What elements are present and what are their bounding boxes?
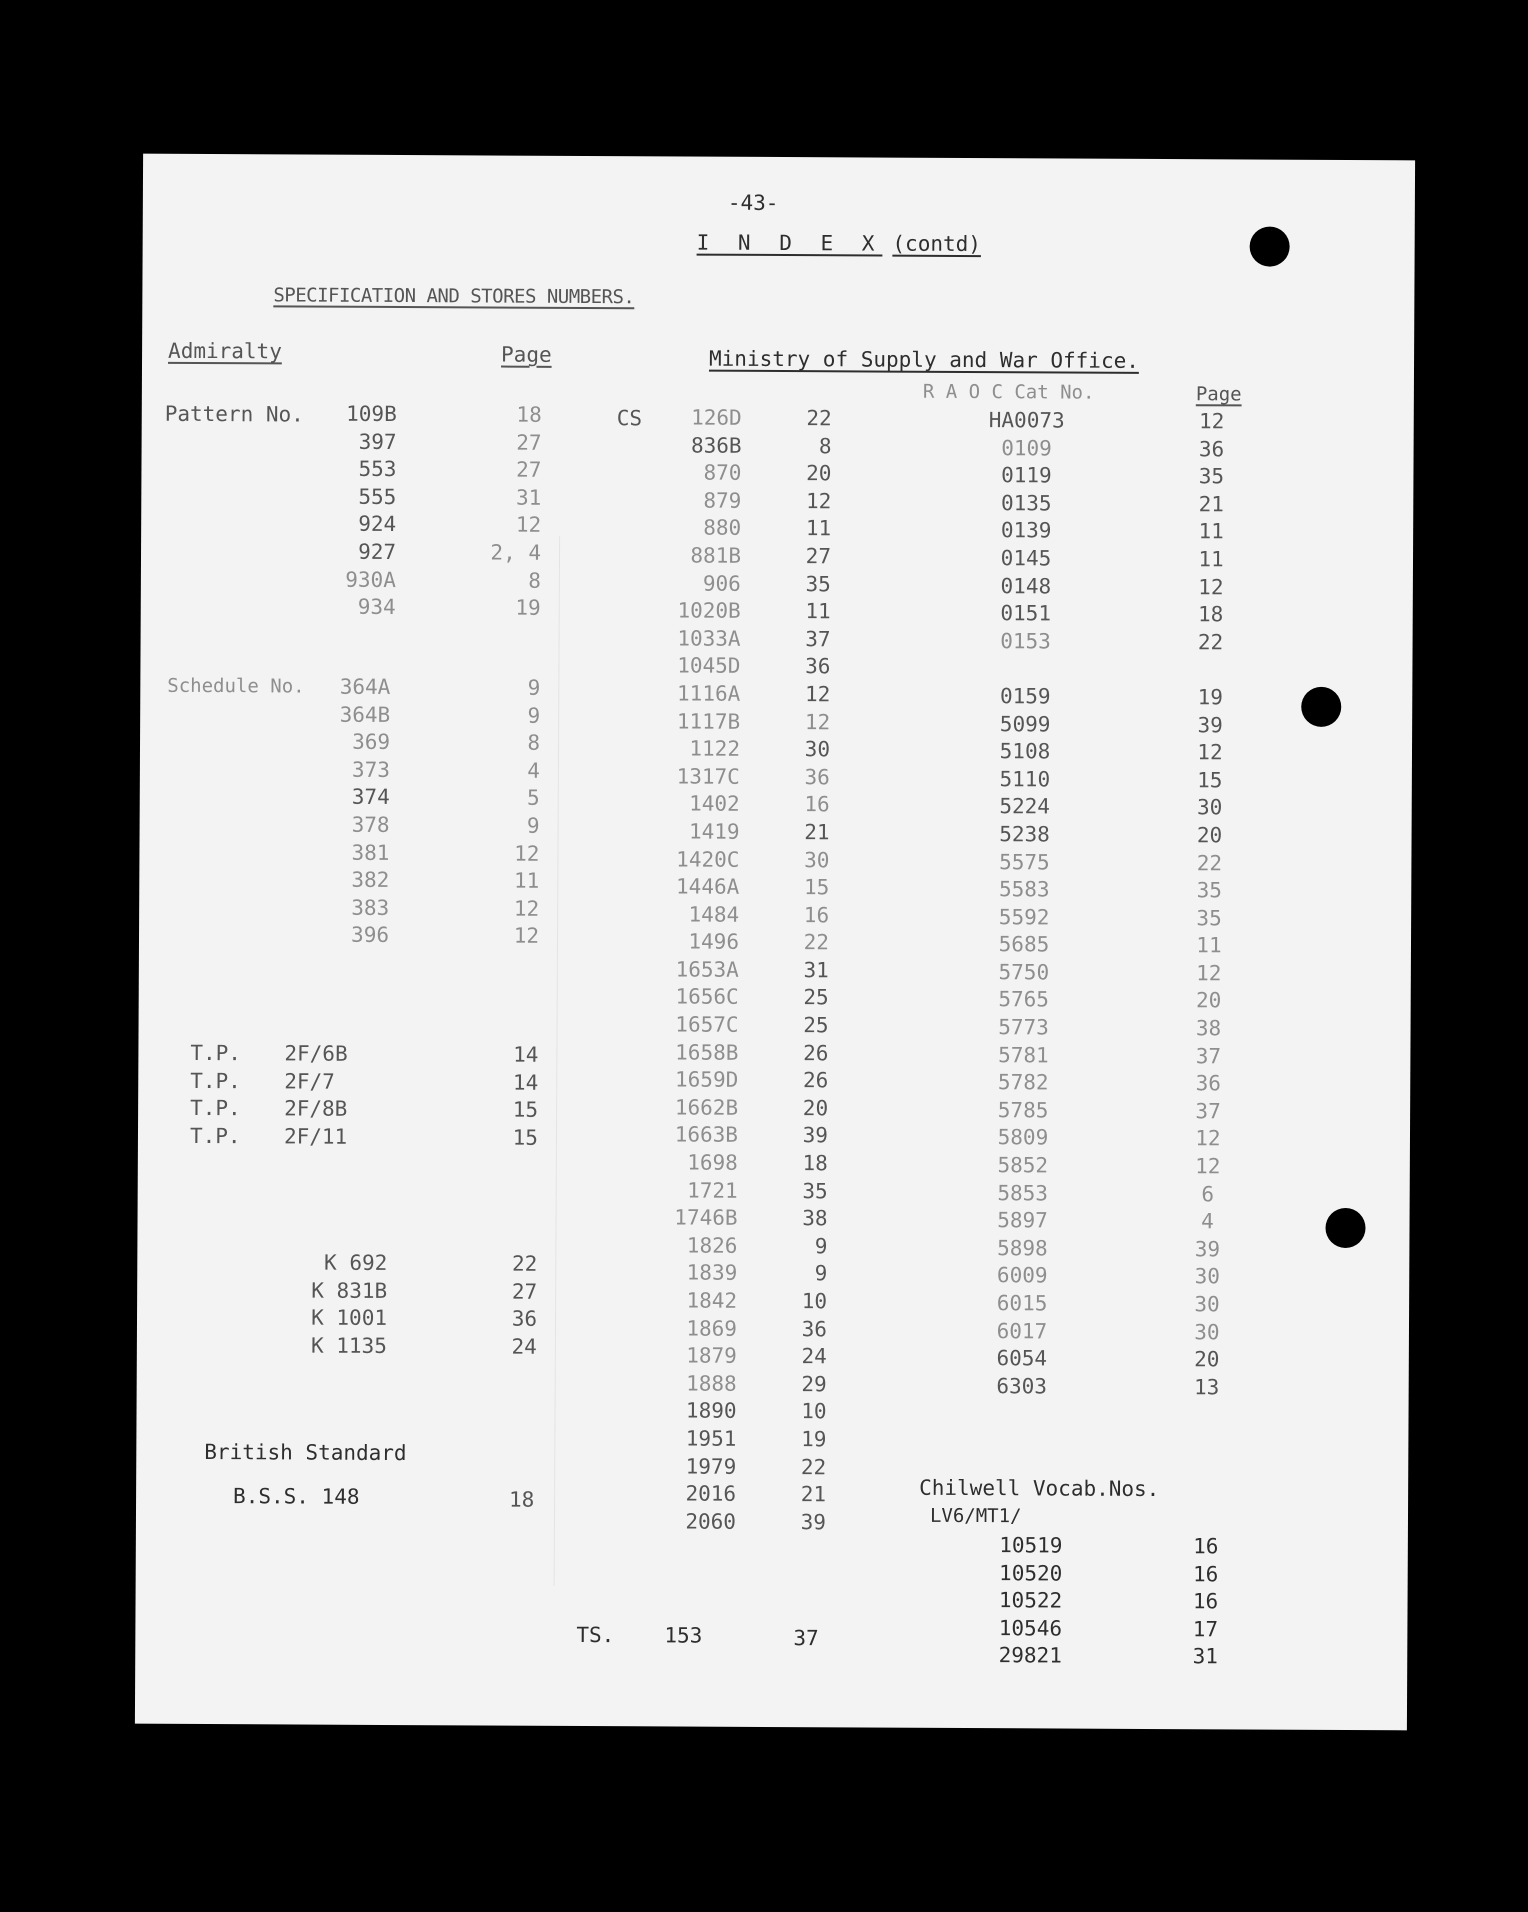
cs-number: 1419 <box>688 819 740 844</box>
k-page: 24 <box>511 1334 537 1359</box>
punch-hole-middle <box>1301 687 1341 727</box>
tp-prefix: T.P. <box>190 1096 241 1121</box>
tp-number: 2F/7 <box>284 1069 335 1094</box>
cs-number: 1842 <box>686 1288 738 1313</box>
pattern-pages <box>461 401 542 622</box>
schedule-page: 12 <box>514 841 540 866</box>
chilwell-number: 10522 <box>998 1588 1063 1613</box>
cs-number: 126D <box>691 405 742 430</box>
tp-page: 15 <box>512 1097 539 1122</box>
raoc-number: 5782 <box>997 1070 1049 1095</box>
cs-number: 906 <box>702 571 741 596</box>
tp-page: 14 <box>512 1070 539 1095</box>
raoc-number: 6054 <box>996 1346 1048 1371</box>
page-number: -43- <box>727 190 779 216</box>
cs-page: 11 <box>805 599 831 624</box>
cs-number: 1033A <box>677 626 741 651</box>
pattern-number: 930A <box>345 567 396 592</box>
k-page: 22 <box>511 1251 538 1276</box>
raoc-number: HA0073 <box>988 408 1065 433</box>
cs-number: 1721 <box>687 1178 738 1203</box>
raoc-page: 20 <box>1196 823 1223 848</box>
schedule-page: 9 <box>527 703 541 728</box>
cs-number: 1698 <box>687 1150 738 1175</box>
pattern-number: 397 <box>358 429 397 454</box>
schedule-number: 374 <box>351 785 390 810</box>
cs-page: 35 <box>802 1178 828 1203</box>
raoc-page: 19 <box>1197 685 1223 710</box>
cs-number: 1659D <box>674 1067 739 1093</box>
schedule-number: 383 <box>351 895 390 920</box>
section-heading: SPECIFICATION AND STORES NUMBERS. <box>273 284 635 309</box>
tp-prefix: T.P. <box>189 1123 241 1148</box>
tp-page: 15 <box>512 1125 539 1150</box>
raoc-number: 5852 <box>997 1153 1049 1178</box>
cs-number: 1890 <box>685 1398 737 1424</box>
raoc-page <box>1180 656 1240 684</box>
cs-page: 10 <box>801 1399 827 1424</box>
raoc-page: 13 <box>1193 1374 1220 1400</box>
pattern-page: 27 <box>516 430 542 455</box>
cs-page: 31 <box>803 958 829 983</box>
raoc-page: 12 <box>1198 574 1224 599</box>
admiralty-heading: Admiralty <box>168 338 282 364</box>
raoc-page: 20 <box>1194 1347 1220 1372</box>
raoc-page: 12 <box>1199 409 1225 434</box>
pattern-numbers <box>291 400 397 621</box>
cs-page: 9 <box>814 1234 828 1259</box>
tp-pages <box>458 1041 539 1152</box>
cs-page: 16 <box>804 792 830 817</box>
raoc-number: 5108 <box>999 739 1051 764</box>
ts-page: 37 <box>793 1626 819 1651</box>
raoc-page: 35 <box>1198 464 1225 489</box>
cs-number: 1826 <box>686 1233 738 1258</box>
cs-page: 18 <box>802 1151 828 1176</box>
raoc-number: 5809 <box>997 1125 1049 1150</box>
chilwell-page: 16 <box>1193 1534 1219 1559</box>
raoc-page: 22 <box>1197 629 1224 655</box>
raoc-number <box>970 655 1080 683</box>
cs-number: 1951 <box>685 1426 737 1451</box>
schedule-number: 373 <box>351 757 390 782</box>
raoc-number: 5765 <box>998 987 1050 1012</box>
cs-number: 1446A <box>676 874 740 899</box>
schedule-page: 9 <box>526 813 540 838</box>
pattern-page: 31 <box>515 485 542 510</box>
cs-page: 30 <box>804 737 831 762</box>
cs-number: 881B <box>690 543 742 568</box>
cs-number: 1116A <box>677 681 741 706</box>
cs-number: 1317C <box>676 764 740 789</box>
index-title-text: I N D E X <box>696 230 883 256</box>
schedule-page: 4 <box>527 758 540 783</box>
chilwell-page: 16 <box>1192 1589 1219 1614</box>
chilwell-heading: Chilwell Vocab.Nos. <box>919 1475 1160 1502</box>
raoc-page: 37 <box>1195 1043 1222 1068</box>
document-page <box>135 154 1415 1731</box>
cs-page: 29 <box>801 1371 827 1397</box>
cs-page: 20 <box>802 1095 829 1121</box>
chilwell-pages <box>1175 1533 1236 1671</box>
cs-number: 1839 <box>686 1260 738 1286</box>
cs-page: 9 <box>814 1261 828 1286</box>
tp-prefix: T.P. <box>190 1040 242 1066</box>
raoc-page: 30 <box>1194 1292 1220 1317</box>
cs-number: 880 <box>703 515 742 541</box>
cs-number: 870 <box>703 460 742 486</box>
raoc-number: 5110 <box>999 766 1051 792</box>
cs-page: 12 <box>805 488 832 514</box>
raoc-page: 12 <box>1197 740 1223 765</box>
cs-page: 24 <box>801 1344 827 1369</box>
raoc-number: 0119 <box>1001 463 1052 488</box>
index-title <box>697 231 981 256</box>
k-number: K 1135 <box>310 1333 387 1358</box>
raoc-page: 36 <box>1195 1071 1221 1096</box>
raoc-number: 6303 <box>996 1373 1048 1399</box>
cs-number: 1653A <box>675 957 739 982</box>
raoc-heading: R A O C Cat No. <box>922 380 1095 404</box>
chilwell-number: 10520 <box>999 1560 1063 1586</box>
cs-number: 1662B <box>674 1095 739 1120</box>
schedule-page: 5 <box>527 786 540 811</box>
cs-page: 21 <box>800 1482 827 1507</box>
raoc-page: 39 <box>1194 1237 1221 1262</box>
k-number: K 1001 <box>311 1305 388 1331</box>
cs-page: 8 <box>818 433 832 458</box>
cs-page: 21 <box>804 820 830 845</box>
schedule-label: Schedule No. <box>167 674 305 698</box>
schedule-number: 364B <box>339 702 391 727</box>
cs-number: 1663B <box>674 1122 739 1148</box>
raoc-page-heading: Page <box>1195 383 1242 406</box>
raoc-number: 5750 <box>998 960 1050 985</box>
cs-page: 26 <box>802 1068 829 1093</box>
cs-page: 10 <box>801 1289 828 1314</box>
raoc-number: 0145 <box>1000 546 1052 571</box>
punch-hole-top <box>1250 226 1290 266</box>
raoc-number: 0148 <box>1000 573 1052 599</box>
raoc-page: 12 <box>1195 1154 1221 1179</box>
cs-page: 22 <box>803 930 830 955</box>
raoc-number: 5099 <box>999 711 1051 736</box>
cs-page: 12 <box>804 709 831 734</box>
raoc-number: 5853 <box>997 1180 1049 1206</box>
column-divider <box>554 536 560 1586</box>
cs-page: 37 <box>805 626 831 652</box>
punch-hole-bottom <box>1325 1208 1365 1248</box>
schedule-page: 12 <box>513 896 540 921</box>
raoc-page: 11 <box>1196 933 1222 958</box>
schedule-number: 364A <box>339 674 391 699</box>
chilwell-number: 10519 <box>999 1533 1063 1558</box>
cs-pages <box>776 405 832 1537</box>
cs-number: 1979 <box>685 1454 737 1479</box>
ts-label: TS. <box>576 1622 615 1648</box>
schedule-page: 12 <box>513 923 540 949</box>
cs-number: 1869 <box>686 1316 738 1341</box>
cs-page: 12 <box>804 682 831 707</box>
cs-number: 1020B <box>677 598 741 623</box>
cs-page: 25 <box>803 985 829 1010</box>
cs-number: 1746B <box>674 1205 738 1231</box>
raoc-number: 5898 <box>997 1235 1048 1261</box>
k-numbers <box>282 1249 388 1360</box>
cs-page: 11 <box>805 516 832 541</box>
k-number: K 692 <box>324 1250 388 1275</box>
raoc-number: 0153 <box>1000 628 1051 654</box>
raoc-numbers <box>967 407 1082 1401</box>
cs-number: 1045D <box>677 653 741 679</box>
raoc-page: 35 <box>1196 878 1222 903</box>
cs-numbers <box>636 404 742 1536</box>
raoc-page: 11 <box>1198 519 1224 544</box>
pattern-page: 19 <box>515 595 541 620</box>
pattern-page: 18 <box>516 402 542 427</box>
schedule-number: 381 <box>351 840 390 865</box>
raoc-page: 18 <box>1198 602 1224 627</box>
k-number: K 831B <box>311 1278 388 1303</box>
raoc-number: 5773 <box>998 1015 1049 1040</box>
raoc-number: 5224 <box>999 794 1051 819</box>
cs-page: 25 <box>803 1013 829 1038</box>
cs-page: 30 <box>804 847 830 872</box>
tp-number: 2F/11 <box>283 1124 348 1149</box>
raoc-number: 5592 <box>998 904 1050 930</box>
raoc-number: 5575 <box>999 849 1050 874</box>
schedule-number: 382 <box>351 867 390 893</box>
raoc-page: 39 <box>1197 712 1223 737</box>
raoc-page: 30 <box>1194 1319 1220 1344</box>
raoc-number: 0109 <box>1001 435 1052 461</box>
cs-page: 16 <box>803 902 830 927</box>
tp-prefix: T.P. <box>190 1068 241 1093</box>
raoc-page: 35 <box>1196 905 1222 931</box>
raoc-pages <box>1177 408 1242 1402</box>
raoc-page: 12 <box>1196 961 1222 986</box>
raoc-number: 5781 <box>998 1042 1049 1068</box>
raoc-page: 11 <box>1198 547 1224 572</box>
pattern-number: 553 <box>358 457 397 482</box>
raoc-number: 6015 <box>996 1291 1048 1316</box>
pattern-number: 109B <box>346 401 397 427</box>
chilwell-page: 16 <box>1192 1561 1219 1586</box>
raoc-number: 0151 <box>1000 601 1052 626</box>
raoc-page: 21 <box>1198 491 1225 517</box>
raoc-number: 5238 <box>999 822 1050 847</box>
admiralty-page-heading: Page <box>501 342 552 367</box>
cs-number: 1657C <box>675 1012 739 1037</box>
pattern-number: 924 <box>358 512 397 537</box>
cs-page: 22 <box>806 406 832 431</box>
chilwell-subheading: LV6/MT1/ <box>929 1504 1022 1528</box>
tp-page: 14 <box>513 1042 539 1067</box>
pattern-label: Pattern No. <box>164 401 304 427</box>
k-page: 27 <box>511 1279 538 1304</box>
cs-page: 36 <box>805 654 831 679</box>
ts-number: 153 <box>664 1623 703 1648</box>
raoc-number: 6017 <box>996 1318 1048 1344</box>
cs-number: 1496 <box>688 929 740 955</box>
cs-number: 879 <box>703 488 742 513</box>
raoc-number: 5897 <box>997 1208 1048 1233</box>
cs-page: 22 <box>800 1454 827 1479</box>
schedule-number: 396 <box>351 923 390 948</box>
k-pages <box>457 1250 538 1361</box>
pattern-page: 2, 4 <box>490 540 542 565</box>
schedule-number: 378 <box>351 812 390 837</box>
cs-number: 2016 <box>685 1481 737 1506</box>
cs-page: 39 <box>802 1123 829 1148</box>
schedule-page: 9 <box>527 675 541 700</box>
chilwell-page: 17 <box>1192 1616 1219 1642</box>
bss-page: 18 <box>509 1487 535 1512</box>
pattern-page: 8 <box>528 568 541 593</box>
ministry-heading: Ministry of Supply and War Office. <box>708 346 1139 373</box>
tp-number: 2F/8B <box>284 1096 348 1121</box>
raoc-number: 0159 <box>999 684 1051 709</box>
cs-page: 20 <box>806 461 832 486</box>
cs-number: 1122 <box>689 736 741 761</box>
raoc-page: 36 <box>1198 436 1225 461</box>
cs-page: 15 <box>803 875 830 900</box>
pattern-page: 12 <box>515 513 542 538</box>
raoc-page: 6 <box>1201 1181 1215 1206</box>
cs-number: 836B <box>690 433 742 458</box>
cs-number: 1879 <box>686 1343 737 1368</box>
schedule-pages <box>459 674 540 950</box>
raoc-page: 38 <box>1195 1016 1222 1041</box>
raoc-page: 22 <box>1196 850 1223 875</box>
raoc-page: 15 <box>1197 767 1223 793</box>
index-title-suffix: (contd) <box>892 231 982 257</box>
pattern-page: 27 <box>516 457 542 482</box>
raoc-number: 5685 <box>998 932 1050 957</box>
cs-number: 2060 <box>685 1509 737 1534</box>
raoc-page: 20 <box>1195 988 1222 1013</box>
tp-prefixes <box>190 1040 261 1151</box>
raoc-number: 5785 <box>997 1098 1049 1123</box>
raoc-page: 12 <box>1195 1126 1221 1151</box>
cs-number: 1658B <box>675 1040 739 1065</box>
pattern-number: 927 <box>358 539 397 564</box>
cs-page: 35 <box>805 571 831 596</box>
chilwell-page: 31 <box>1192 1644 1218 1669</box>
schedule-numbers <box>279 673 390 950</box>
tp-numbers <box>284 1040 385 1151</box>
raoc-number: 5583 <box>998 877 1050 902</box>
k-page: 36 <box>511 1306 538 1331</box>
cs-page: 38 <box>802 1206 828 1231</box>
pattern-number: 555 <box>358 484 397 509</box>
cs-page: 27 <box>805 544 832 569</box>
bss-item: B.S.S. 148 <box>233 1484 360 1509</box>
schedule-page: 11 <box>513 868 540 893</box>
british-standard-heading: British Standard <box>204 1440 407 1466</box>
cs-page: 39 <box>800 1509 827 1535</box>
raoc-number: 0139 <box>1000 518 1052 543</box>
raoc-number: 0135 <box>1000 490 1052 516</box>
raoc-number: 6009 <box>996 1263 1048 1288</box>
raoc-page: 4 <box>1201 1209 1214 1234</box>
cs-number: 1484 <box>688 902 740 927</box>
chilwell-numbers <box>980 1532 1081 1670</box>
cs-page: 36 <box>801 1316 828 1341</box>
raoc-page: 30 <box>1194 1264 1220 1289</box>
chilwell-number: 29821 <box>998 1643 1062 1668</box>
cs-page: 26 <box>803 1040 829 1065</box>
pattern-number: 934 <box>357 594 396 620</box>
chilwell-number: 10546 <box>998 1615 1063 1641</box>
cs-page: 19 <box>801 1427 827 1452</box>
raoc-page: 37 <box>1195 1099 1221 1124</box>
raoc-page: 30 <box>1196 795 1223 820</box>
cs-page: 36 <box>804 764 830 790</box>
tp-number: 2F/6B <box>284 1041 348 1066</box>
cs-number: 1888 <box>686 1371 737 1396</box>
cs-number: 1656C <box>675 984 739 1010</box>
cs-number: 1402 <box>689 791 740 817</box>
cs-number: 1117B <box>676 709 741 734</box>
schedule-page: 8 <box>527 730 541 755</box>
cs-prefix: CS <box>616 406 643 431</box>
cs-number: 1420C <box>676 846 740 872</box>
schedule-number: 369 <box>352 729 391 755</box>
